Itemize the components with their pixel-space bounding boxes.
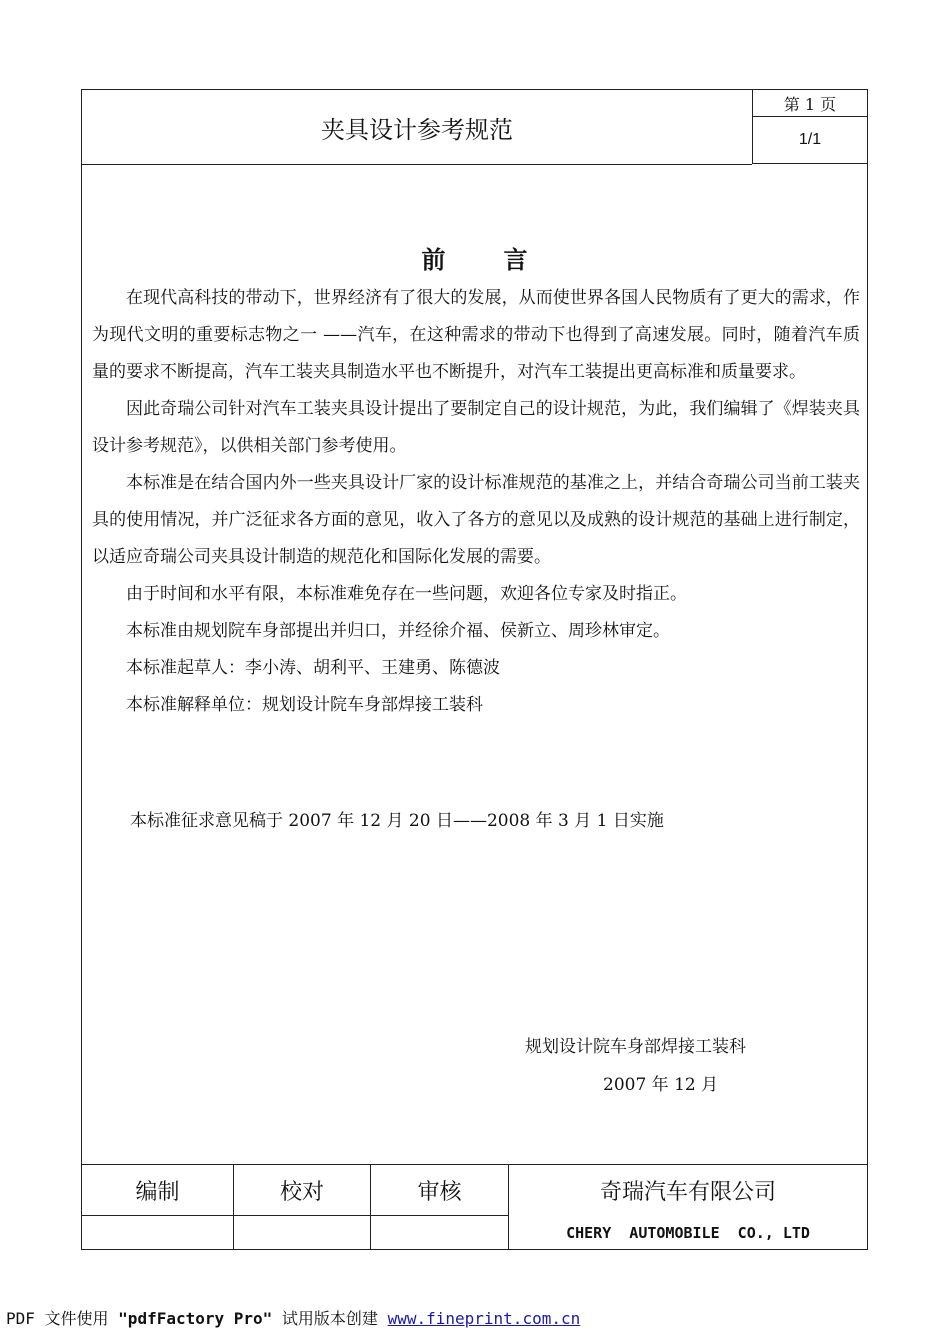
company-name-cn: 奇瑞汽车有限公司	[599, 1179, 776, 1205]
document-title: 夹具设计参考规范	[82, 90, 752, 165]
preface-heading: 前言	[421, 245, 586, 274]
reviewed-label: 审核	[371, 1165, 508, 1216]
compiled-cell	[82, 1165, 234, 1250]
pdf-notice-prefix: PDF 文件使用	[6, 1309, 119, 1328]
preface-body	[92, 280, 860, 724]
page-info-box	[752, 90, 867, 164]
paragraph: 因此奇瑞公司针对汽车工装夹具设计提出了要制定自己的设计规范，为此，我们编辑了《焊装夹具设计参考规范》，以供相关部门参考使用。	[92, 399, 860, 456]
pdf-notice-product: "pdfFactory Pro"	[118, 1309, 273, 1328]
signature-department: 规划设计院车身部焊接工装科	[525, 1037, 746, 1057]
paragraph: 本标准解释单位：规划设计院车身部焊接工装科	[126, 695, 483, 715]
approval-footer	[82, 1164, 867, 1250]
effective-date-line: 本标准征求意见稿于 2007 年 12 月 20 日——2008 年 3 月 1 日实施	[130, 811, 664, 831]
pdf-notice-suffix: 试用版本创建	[272, 1309, 388, 1328]
company-cell	[509, 1165, 867, 1250]
checked-cell	[234, 1165, 371, 1250]
paragraph: 在现代高科技的带动下，世界经济有了很大的发展，从而使世界各国人民物质有了更大的需求，作为现代文明的重要标志物之一 ——汽车，在这种需求的带动下也得到了高速发展。同时，随着汽车质量的要求不断提高，汽车工装夹具制造水平也不断提升，对汽车工装提出更高标准和质量要求。	[92, 288, 860, 382]
paragraph: 本标准起草人：李小涛、胡利平、王建勇、陈德波	[126, 658, 500, 678]
company-name-en: CHERY AUTOMOBILE CO., LTD	[566, 1223, 810, 1242]
document-frame	[81, 89, 868, 1250]
checked-label: 校对	[234, 1165, 370, 1216]
page-total: 1/1	[798, 131, 822, 148]
fineprint-link[interactable]: www.fineprint.com.cn	[387, 1309, 581, 1328]
paragraph: 本标准由规划院车身部提出并归口，并经徐介福、侯新立、周珍林审定。	[126, 621, 670, 641]
page-number: 第 1 页	[753, 90, 867, 117]
pdf-trial-notice	[6, 1306, 580, 1329]
signature-date: 2007 年 12 月	[603, 1075, 719, 1095]
paragraph: 本标准是在结合国内外一些夹具设计厂家的设计标准规范的基准之上，并结合奇瑞公司当前工装夹具的使用情况，并广泛征求各方面的意见，收入了各方的意见以及成熟的设计规范的基础上进行制定，以适应奇瑞公司夹具设计制造的规范化和国际化发展的需要。	[92, 473, 860, 567]
reviewed-cell	[371, 1165, 509, 1250]
compiled-label: 编制	[82, 1165, 233, 1216]
paragraph: 由于时间和水平有限，本标准难免存在一些问题，欢迎各位专家及时指正。	[126, 584, 687, 604]
